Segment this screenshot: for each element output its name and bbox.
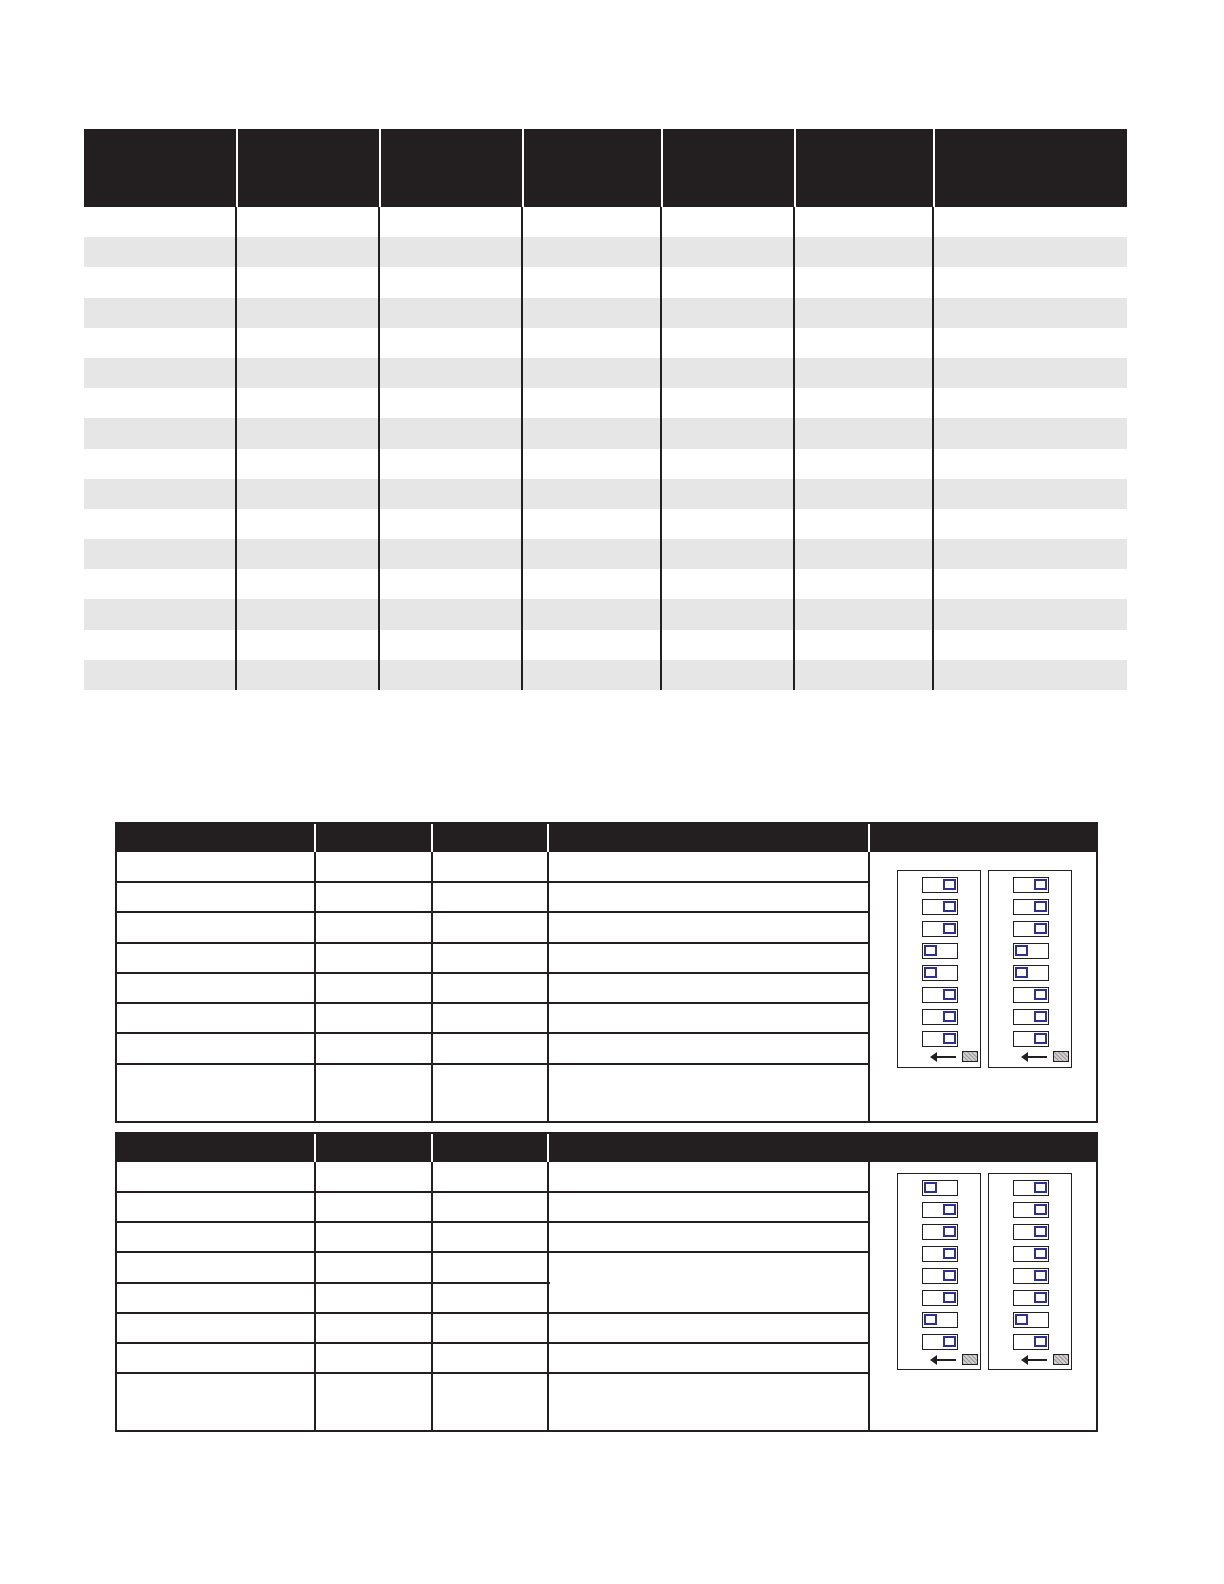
header-cell <box>794 129 933 207</box>
header-divider <box>547 1134 549 1162</box>
header-cell <box>236 129 379 207</box>
switch-position-icon <box>1013 1290 1049 1306</box>
switch-knob-icon <box>1034 1182 1047 1193</box>
table-row <box>117 1004 870 1034</box>
switch-position-icon <box>922 1334 958 1350</box>
table-row <box>117 944 870 974</box>
switch-position-icon <box>922 1312 958 1328</box>
switch-knob-icon <box>1034 1033 1047 1044</box>
arrow-left-icon <box>932 1359 956 1361</box>
switch-knob-icon <box>1015 967 1028 978</box>
table-row <box>117 852 870 883</box>
column-divider <box>660 207 662 690</box>
switch-knob-icon <box>1034 1270 1047 1281</box>
switch-tab-icon <box>962 1354 978 1365</box>
switch-tab-icon <box>962 1051 978 1062</box>
switch-knob-icon <box>1034 1292 1047 1303</box>
arrow-left-icon <box>1023 1056 1047 1058</box>
column-divider <box>235 207 237 690</box>
switch-position-icon <box>1013 1268 1049 1284</box>
switch-position-icon <box>922 1290 958 1306</box>
switch-position-icon <box>1013 943 1049 959</box>
column-divider <box>431 852 433 1123</box>
switch-knob-icon <box>943 1248 956 1259</box>
switch-position-icon <box>922 1180 958 1196</box>
switch-table-1-header <box>117 824 1096 852</box>
switch-knob-icon <box>943 879 956 890</box>
switch-table-2-header <box>117 1134 1096 1162</box>
table-row <box>84 298 1127 328</box>
column-divider <box>378 207 380 690</box>
table-row <box>117 1253 870 1314</box>
column-divider <box>547 1162 549 1432</box>
striped-table-body <box>84 207 1127 690</box>
switch-knob-icon <box>1034 1248 1047 1259</box>
switch-knob-icon <box>1034 989 1047 1000</box>
switch-position-icon <box>922 1031 958 1047</box>
striped-table <box>84 129 1127 690</box>
switch-position-icon <box>922 1202 958 1218</box>
header-divider <box>547 824 549 852</box>
switch-position-icon <box>1013 1312 1049 1328</box>
switch-knob-icon <box>943 1011 956 1022</box>
switch-knob-icon <box>943 901 956 912</box>
table-row <box>84 449 1127 479</box>
switch-position-icon <box>1013 899 1049 915</box>
header-divider <box>868 824 870 852</box>
switch-position-icon <box>1013 987 1049 1003</box>
column-divider <box>547 852 549 1123</box>
table-row <box>84 509 1127 539</box>
switch-tab-icon <box>1053 1354 1069 1365</box>
table-row <box>84 388 1127 418</box>
switch-position-icon <box>1013 1246 1049 1262</box>
switch-knob-icon <box>943 1226 956 1237</box>
switch-table-1-body <box>117 852 1096 1123</box>
column-divider <box>932 207 934 690</box>
switch-knob-icon <box>943 1292 956 1303</box>
switch-settings-table-1 <box>115 822 1098 1123</box>
table-row <box>84 358 1127 388</box>
switch-position-icon <box>922 1224 958 1240</box>
switch-knob-icon <box>943 1270 956 1281</box>
switch-knob-icon <box>943 989 956 1000</box>
table-row <box>84 599 1127 629</box>
dip-switch-icon <box>897 1173 981 1370</box>
switch-knob-icon <box>943 1204 956 1215</box>
switch-settings-table-2 <box>115 1132 1098 1432</box>
switch-position-icon <box>1013 1202 1049 1218</box>
column-divider <box>868 852 870 1123</box>
table-row <box>117 974 870 1004</box>
switch-knob-icon <box>1034 1204 1047 1215</box>
switch-position-icon <box>1013 877 1049 893</box>
switch-position-icon <box>922 921 958 937</box>
table-row <box>117 1223 870 1253</box>
table-row <box>84 479 1127 509</box>
switch-knob-icon <box>1034 1011 1047 1022</box>
switch-position-icon <box>1013 1334 1049 1350</box>
switch-position-icon <box>1013 965 1049 981</box>
switch-position-icon <box>922 1009 958 1025</box>
table-row <box>84 630 1127 660</box>
switch-position-icon <box>922 899 958 915</box>
column-divider <box>868 1162 870 1432</box>
switch-position-icon <box>922 943 958 959</box>
switch-knob-icon <box>943 1033 956 1044</box>
table-row <box>117 1193 870 1223</box>
column-divider <box>431 1162 433 1432</box>
column-divider <box>314 1162 316 1432</box>
switch-position-icon <box>1013 1009 1049 1025</box>
table-row <box>84 660 1127 690</box>
dip-switch-icon <box>897 870 981 1068</box>
switch-position-icon <box>1013 1224 1049 1240</box>
column-divider <box>521 207 523 690</box>
switch-knob-icon <box>1034 879 1047 890</box>
table-row <box>117 913 870 944</box>
header-cell <box>933 129 1127 207</box>
table-row <box>84 237 1127 267</box>
switch-knob-icon <box>924 1314 937 1325</box>
column-divider <box>793 207 795 690</box>
table-row <box>84 539 1127 569</box>
header-divider <box>431 1134 433 1162</box>
switch-knob-icon <box>1034 901 1047 912</box>
table-row <box>84 328 1127 358</box>
switch-knob-icon <box>943 923 956 934</box>
switch-knob-icon <box>1034 1336 1047 1347</box>
arrow-left-icon <box>1023 1359 1047 1361</box>
switch-position-icon <box>922 1246 958 1262</box>
switch-knob-icon <box>924 945 937 956</box>
table-row <box>117 1034 870 1065</box>
header-cell <box>522 129 661 207</box>
switch-knob-icon <box>1034 923 1047 934</box>
table-row <box>117 1344 870 1374</box>
switch-knob-icon <box>1034 1226 1047 1237</box>
switch-position-icon <box>1013 1180 1049 1196</box>
switch-position-icon <box>922 987 958 1003</box>
switch-knob-icon <box>1015 945 1028 956</box>
switch-position-icon <box>1013 1031 1049 1047</box>
switch-position-icon <box>922 965 958 981</box>
switch-position-icon <box>922 1268 958 1284</box>
striped-table-header <box>84 129 1127 207</box>
switch-position-icon <box>1013 921 1049 937</box>
table-row <box>84 207 1127 237</box>
switch-table-2-body <box>117 1162 1096 1432</box>
switch-tab-icon <box>1053 1051 1069 1062</box>
dip-switch-icon <box>988 870 1072 1068</box>
dip-switch-icon <box>988 1173 1072 1370</box>
table-row <box>84 418 1127 448</box>
header-divider <box>314 1134 316 1162</box>
header-divider <box>431 824 433 852</box>
header-cell <box>84 129 236 207</box>
table-row <box>84 267 1127 297</box>
header-divider <box>314 824 316 852</box>
table-row <box>84 569 1127 599</box>
column-divider <box>314 852 316 1123</box>
header-cell <box>379 129 522 207</box>
header-cell <box>661 129 794 207</box>
switch-position-icon <box>922 877 958 893</box>
table-row <box>117 1162 870 1193</box>
switch-knob-icon <box>943 1336 956 1347</box>
arrow-left-icon <box>932 1056 956 1058</box>
table-row <box>117 883 870 913</box>
switch-knob-icon <box>924 967 937 978</box>
switch-knob-icon <box>924 1182 937 1193</box>
table-row <box>117 1314 870 1344</box>
switch-knob-icon <box>1015 1314 1028 1325</box>
